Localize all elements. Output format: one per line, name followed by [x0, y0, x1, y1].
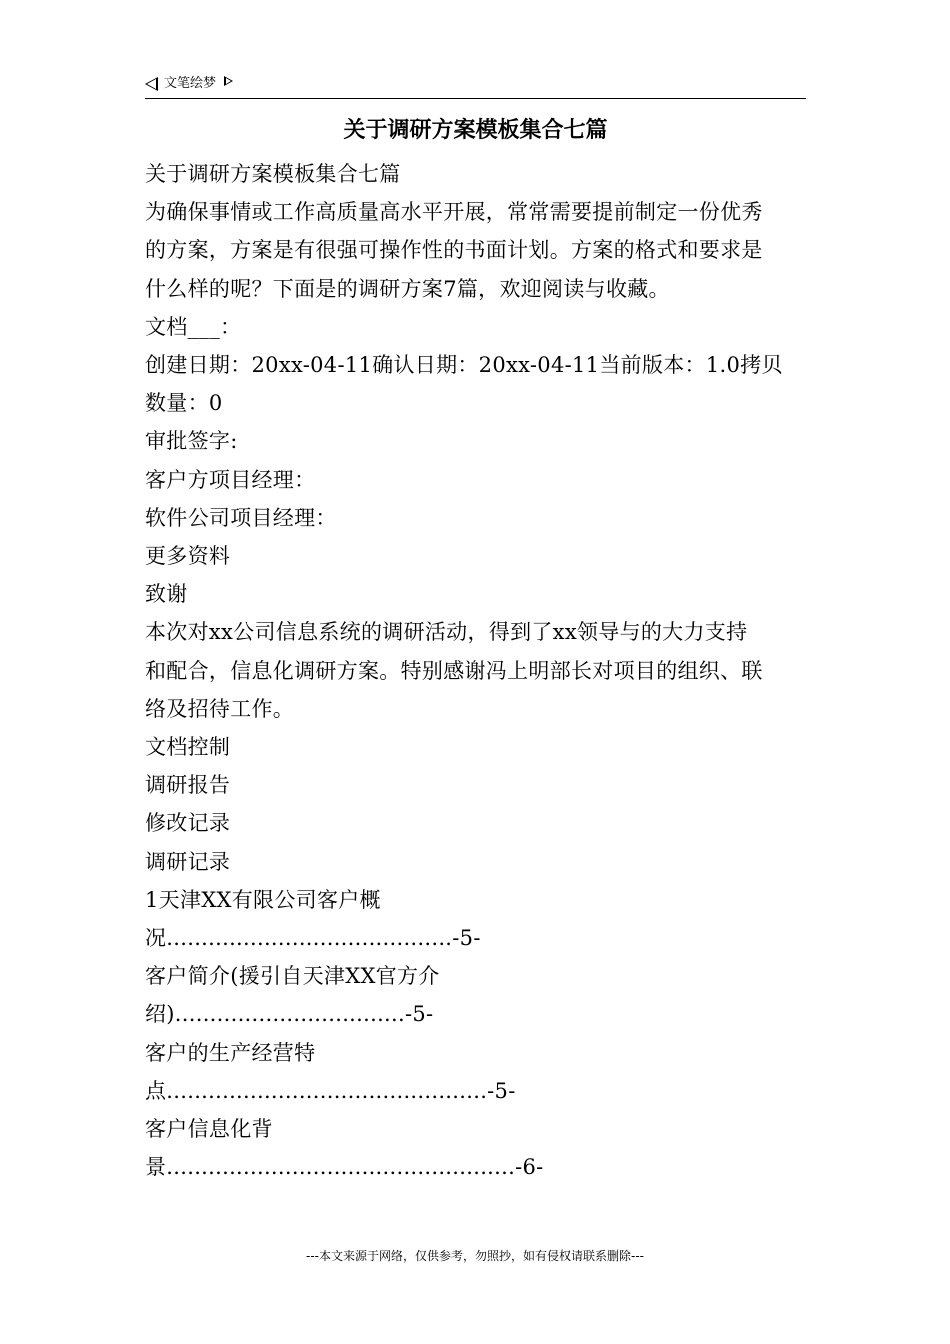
toc-line: 客户的生产经营特	[145, 1040, 316, 1065]
body-line: 什么样的呢？下面是的调研方案7篇，欢迎阅读与收藏。	[145, 276, 670, 301]
left-triangle-icon	[145, 77, 158, 91]
page-footer: ---本文来源于网络，仅供参考，勿照抄，如有侵权请联系删除---	[306, 1249, 644, 1263]
body-line: 客户方项目经理：	[145, 467, 316, 492]
body-line: 文档___：	[145, 314, 242, 339]
body-line: 络及招待工作。	[145, 696, 295, 721]
body-line: 的方案，方案是有很强可操作性的书面计划。方案的格式和要求是	[145, 238, 763, 263]
toc-line: 1天津XX有限公司客户概	[145, 887, 381, 912]
right-triangle-icon	[224, 76, 233, 86]
body-line: 数量：0	[145, 391, 223, 416]
toc-line: 点..............................................-5-	[145, 1078, 516, 1103]
body-line: 创建日期：20xx-04-11确认日期：20xx-04-11当前版本：1.0拷贝	[145, 353, 783, 378]
document-body	[145, 155, 806, 1186]
body-line: 修改记录	[145, 811, 231, 836]
header-brand-group	[145, 76, 233, 92]
page-header	[145, 74, 806, 99]
body-line: 调研记录	[145, 849, 231, 874]
toc-line: 客户简介(援引自天津XX官方介	[145, 964, 440, 989]
header-brand: 文笔绘梦	[164, 76, 217, 91]
body-line: 关于调研方案模板集合七篇	[145, 162, 401, 186]
toc-line: 客户信息化背	[145, 1117, 273, 1142]
body-line: 本次对xx公司信息系统的调研活动，得到了xx领导与的大力支持	[145, 620, 748, 645]
body-line: 为确保事情或工作高质量高水平开展，常常需要提前制定一份优秀	[145, 200, 763, 225]
body-line: 和配合，信息化调研方案。特别感谢冯上明部长对项目的组织、联	[145, 658, 763, 683]
body-line: 致谢	[145, 582, 188, 607]
body-line: 文档控制	[145, 735, 231, 760]
toc-line: 绍).................................-5-	[145, 1002, 434, 1027]
body-line: 调研报告	[145, 773, 231, 798]
toc-line: 况.........................................-5-	[145, 926, 481, 951]
toc-line: 景..................................................-6-	[145, 1155, 544, 1180]
body-line: 软件公司项目经理：	[145, 505, 337, 530]
body-line: 审批签字:	[145, 429, 238, 454]
body-line: 更多资料	[145, 544, 231, 569]
document-title: 关于调研方案模板集合七篇	[343, 118, 608, 143]
